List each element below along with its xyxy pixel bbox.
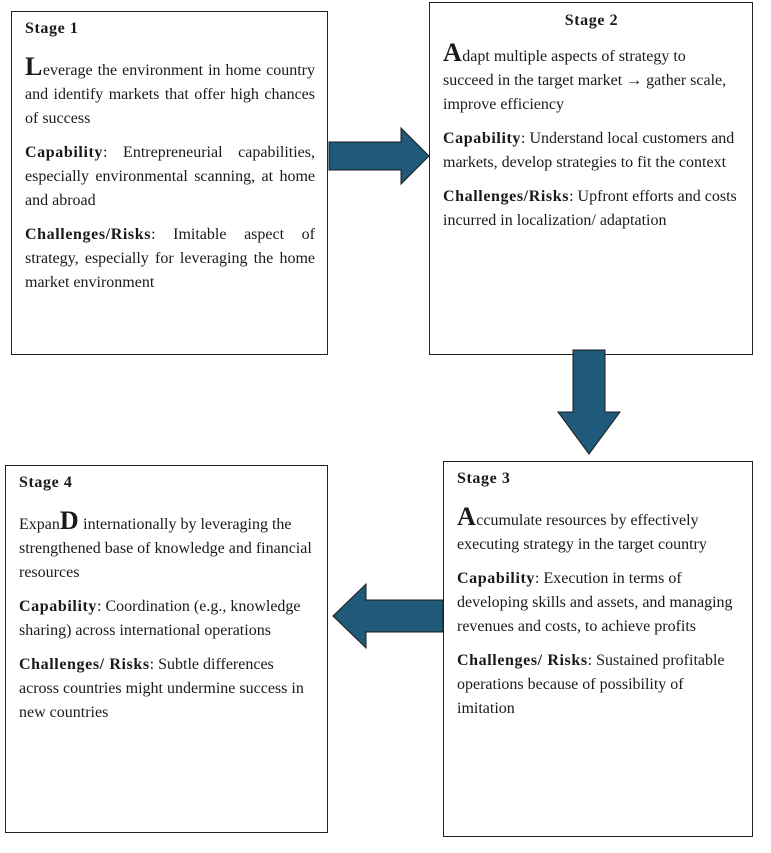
stage-1-lead-text: everage the environment in home country and identify markets that offer high chances of success — [25, 62, 315, 127]
stage-4-risks-text: : Subtle differences across countries might undermine success in new countries — [19, 656, 304, 721]
stage-1-title: Stage 1 — [25, 20, 79, 37]
stage-1-capability-text: : Entrepreneurial capabilities, especially environmental scanning, at home and abroad — [25, 144, 315, 209]
stage-2-risks-label: Challenges/Risks — [443, 188, 570, 205]
stage-2-lead-initial: A — [443, 38, 463, 67]
stage-3-capability-text: : Execution in terms of developing skills and assets, and managing revenues and costs, to achieve profits — [457, 570, 733, 635]
stage-3-box — [443, 461, 753, 837]
stage-3-risks-label: Challenges/ Risks — [457, 652, 588, 669]
stage-2-capability-label: Capability — [443, 130, 522, 147]
stage-4-lead-initial: D — [59, 506, 80, 535]
stage-2-capability-text: : Understand local customers and markets, develop strategies to fit the context — [443, 130, 735, 171]
stage-4-capability-label: Capability — [19, 598, 98, 615]
arrow-down-icon — [556, 350, 622, 456]
stage-1-risks-label: Challenges/Risks — [25, 226, 152, 243]
stage-2-box — [429, 2, 753, 355]
stage-4-title: Stage 4 — [19, 474, 73, 491]
stage-2-lead — [443, 38, 740, 117]
stage-1-risks-text: : Imitable aspect of strategy, especially for leveraging the home market environment — [25, 226, 315, 291]
stage-4-lead-prefix: Expan — [19, 516, 60, 533]
stage-3-capability-label: Capability — [457, 570, 536, 587]
stage-3-lead-initial: A — [457, 502, 477, 531]
stage-1-box — [11, 11, 328, 355]
stage-3-title: Stage 3 — [457, 470, 511, 487]
arrow-right-shape — [329, 128, 429, 184]
stage-4-box — [5, 465, 328, 833]
stage-3-capability — [457, 567, 740, 639]
stage-1-capability-label: Capability — [25, 144, 104, 161]
stage-2-risks-text: : Upfront efforts and costs incurred in localization/ adaptation — [443, 188, 737, 229]
stage-4-lead — [19, 506, 315, 585]
arrow-left-icon — [332, 583, 444, 649]
stage-1-lead-initial: L — [25, 52, 43, 81]
stage-4-capability-text: : Coordination (e.g., knowledge sharing) across international operations — [19, 598, 301, 639]
stage-2-title: Stage 2 — [564, 12, 619, 29]
stage-1-risks — [25, 223, 315, 295]
arrow-down-shape — [558, 350, 620, 454]
stage-4-capability — [19, 595, 315, 643]
stage-3-risks — [457, 649, 740, 721]
stage-4-risks-label: Challenges/ Risks — [19, 656, 150, 673]
stage-1-capability — [25, 141, 315, 213]
stage-4-lead-text: internationally by leveraging the strengthened base of knowledge and financial resources — [19, 516, 312, 581]
stage-1-lead — [25, 52, 315, 131]
arrow-left-shape — [333, 584, 443, 648]
arrow-right-icon — [329, 127, 431, 185]
stage-2-capability — [443, 127, 740, 175]
stage-4-risks — [19, 653, 315, 725]
stage-2-lead-text: dapt multiple aspects of strategy to succeed in the target market → gather scale, improve efficiency — [443, 48, 727, 113]
stage-3-risks-text: : Sustained profitable operations because of possibility of imitation — [457, 652, 725, 717]
stage-3-lead — [457, 502, 740, 557]
stage-2-risks — [443, 185, 740, 233]
stage-3-lead-text: ccumulate resources by effectively executing strategy in the target country — [457, 512, 707, 553]
